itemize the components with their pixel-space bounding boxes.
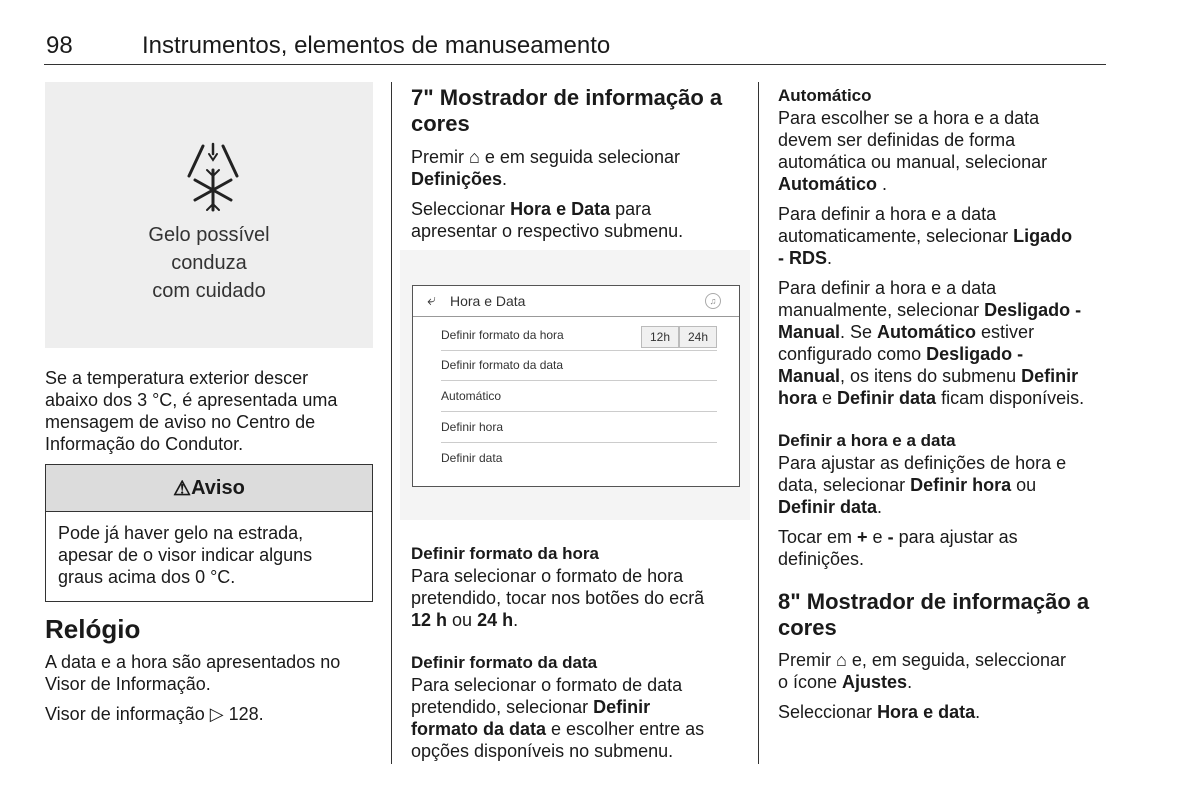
text: Ajustes xyxy=(842,672,908,692)
text: . xyxy=(502,169,508,189)
text: Tocar em xyxy=(778,527,858,547)
text-line xyxy=(778,649,1066,671)
text-line xyxy=(411,168,683,190)
warning-box xyxy=(45,464,373,602)
heading-line: 8" Mostrador de informação a xyxy=(778,589,1090,614)
text: e xyxy=(817,388,838,408)
text-line xyxy=(411,146,683,168)
text: ou xyxy=(447,610,478,630)
text: + xyxy=(857,527,868,547)
text: . xyxy=(975,702,981,722)
heading-7inch xyxy=(411,85,722,137)
text: ficam disponíveis. xyxy=(936,388,1085,408)
text-line: Para selecionar o formato de hora xyxy=(411,566,684,586)
text: e xyxy=(867,527,888,547)
text: e escolher entre as xyxy=(546,719,705,739)
text-line: Para definir a hora e a data xyxy=(778,204,997,224)
text: . xyxy=(513,610,519,630)
text: data, selecionar xyxy=(778,475,911,495)
text: Definir data xyxy=(837,388,937,408)
subheading: Definir a hora e a data xyxy=(778,431,956,450)
text-line xyxy=(778,225,1084,247)
ice-warning-image xyxy=(45,82,373,348)
text-line: apesar de o visor indicar alguns xyxy=(58,545,313,565)
section-set-time-date xyxy=(778,430,1066,570)
text-line xyxy=(778,173,1084,195)
text-line xyxy=(778,671,1066,693)
text: 12 h xyxy=(411,610,448,630)
text-line: devem ser definidas de forma xyxy=(778,130,1016,150)
heading-line: cores xyxy=(778,615,837,640)
text: . xyxy=(827,248,833,268)
cross-reference xyxy=(45,703,340,725)
screen-title: Hora e Data xyxy=(449,293,526,309)
text-line xyxy=(411,198,683,220)
text: Desligado - xyxy=(984,300,1082,320)
warning-triangle-icon: ⚠ xyxy=(173,477,192,500)
middle-intro xyxy=(411,146,683,242)
subheading: Automático xyxy=(778,86,872,105)
clock-paragraph xyxy=(45,651,340,725)
back-arrow-icon[interactable]: ⤶ xyxy=(427,292,436,309)
text: - RDS xyxy=(778,248,827,268)
text: Manual xyxy=(778,366,841,386)
screen-row-set-date[interactable]: Definir data xyxy=(441,451,503,465)
ice-msg-line3: com cuidado xyxy=(152,280,266,302)
text: Automático xyxy=(877,322,977,342)
text-line: Informação do Condutor. xyxy=(45,434,244,454)
screen-title-bar xyxy=(413,286,739,317)
screen-row-time-format[interactable] xyxy=(441,320,717,351)
home-icon: ⌂ xyxy=(469,147,480,167)
section-time-format xyxy=(411,543,704,631)
text-line: mensagem de aviso no Centro de xyxy=(45,412,316,432)
text-line xyxy=(778,526,1066,548)
text: Premir xyxy=(411,147,469,167)
subheading: Definir formato da hora xyxy=(411,544,599,563)
section-title-clock: Relógio xyxy=(45,614,141,644)
text: Seleccionar xyxy=(411,199,511,219)
text-line xyxy=(778,247,1084,269)
text-line xyxy=(778,343,1084,365)
ref-text: Visor de informação xyxy=(45,704,205,724)
ice-warning-icon xyxy=(181,140,245,214)
text-line xyxy=(778,387,1084,409)
warning-body xyxy=(46,512,372,598)
text-line xyxy=(411,718,704,740)
screen-row-auto[interactable]: Automático xyxy=(441,381,717,412)
text-line: abaixo dos 3 °C, é apresentada uma xyxy=(45,390,338,410)
ice-msg-line2: conduza xyxy=(171,252,247,274)
text: pretendido, selecionar xyxy=(411,697,594,717)
text: hora xyxy=(778,388,818,408)
screen-row-set-time[interactable]: Definir hora xyxy=(441,412,717,443)
text: . xyxy=(877,497,883,517)
screen-row-date-format[interactable]: Definir formato da data xyxy=(441,350,717,381)
text: . xyxy=(907,672,913,692)
warning-header xyxy=(46,465,372,512)
text-line xyxy=(778,496,1066,518)
text-line: pretendido, tocar nos botões do ecrã xyxy=(411,588,705,608)
text-line: A data e a hora são apresentados no xyxy=(45,652,341,672)
text: Definir xyxy=(593,697,651,717)
column-divider-left xyxy=(391,82,392,764)
heading-line: cores xyxy=(411,111,470,136)
text: , os itens do submenu xyxy=(840,366,1022,386)
text: Automático xyxy=(778,174,877,194)
text: Hora e data xyxy=(877,702,976,722)
text-line: Para ajustar as definições de hora e xyxy=(778,453,1067,473)
text: Ligado xyxy=(1013,226,1073,246)
text: Definir data xyxy=(778,497,878,517)
text-line: apresentar o respectivo submenu. xyxy=(411,221,684,241)
text: formato da data xyxy=(411,719,547,739)
text: automaticamente, selecionar xyxy=(778,226,1014,246)
warning-title: Aviso xyxy=(191,476,245,499)
text: e em seguida selecionar xyxy=(479,147,680,167)
text: Hora e Data xyxy=(510,199,611,219)
section-date-format xyxy=(411,652,704,762)
section-automatic xyxy=(778,85,1084,409)
text-line: definições. xyxy=(778,549,865,569)
text-line: Para definir a hora e a data xyxy=(778,278,997,298)
text-line xyxy=(411,609,704,631)
ice-msg-line1: Gelo possível xyxy=(148,224,270,246)
text: Manual xyxy=(778,322,841,342)
intro-paragraph xyxy=(45,367,337,455)
text: para ajustar as xyxy=(893,527,1018,547)
option-24h-button[interactable]: 24h xyxy=(679,326,717,348)
text: Definir xyxy=(1021,366,1079,386)
section-8inch-body xyxy=(778,649,1066,723)
text: o ícone xyxy=(778,672,843,692)
header-rule xyxy=(44,64,1106,65)
arrow-ref-icon: ▷ xyxy=(209,704,224,724)
text-line xyxy=(778,474,1066,496)
text: Definições xyxy=(411,169,503,189)
text: Premir xyxy=(778,650,836,670)
text: Seleccionar xyxy=(778,702,878,722)
text: Definir hora xyxy=(910,475,1012,495)
page-header-title: Instrumentos, elementos de manuseamento xyxy=(142,32,611,59)
text: ou xyxy=(1011,475,1037,495)
text: 24 h xyxy=(477,610,514,630)
page-number: 98 xyxy=(46,32,73,59)
text: manualmente, selecionar xyxy=(778,300,985,320)
text-line: Para selecionar o formato de data xyxy=(411,675,683,695)
text-line: Visor de Informação. xyxy=(45,674,211,694)
subheading: Definir formato da data xyxy=(411,653,598,672)
music-note-icon[interactable]: ♫ xyxy=(705,293,721,309)
screen-mockup xyxy=(412,285,740,487)
text-line xyxy=(778,321,1084,343)
text-line xyxy=(778,701,1066,723)
text: . Se xyxy=(840,322,878,342)
ref-page: 128. xyxy=(228,704,264,724)
text: - xyxy=(887,527,894,547)
text: estiver xyxy=(976,322,1035,342)
heading-8inch xyxy=(778,589,1089,641)
text-line: graus acima dos 0 °C. xyxy=(58,567,236,587)
heading-line: 7" Mostrador de informação a xyxy=(411,85,723,110)
option-12h-button[interactable]: 12h xyxy=(641,326,679,348)
text: configurado como xyxy=(778,344,927,364)
column-divider-right xyxy=(758,82,759,764)
text-line xyxy=(778,299,1084,321)
text: Desligado - xyxy=(926,344,1024,364)
row-label: Definir formato da hora xyxy=(441,328,564,342)
text: para xyxy=(610,199,652,219)
text-line: automática ou manual, selecionar xyxy=(778,152,1048,172)
text-line: Pode já haver gelo na estrada, xyxy=(58,523,304,543)
text-line: Para escolher se a hora e a data xyxy=(778,108,1040,128)
text: e, em seguida, seleccionar xyxy=(846,650,1066,670)
text-line: Se a temperatura exterior descer xyxy=(45,368,309,388)
text-line: opções disponíveis no submenu. xyxy=(411,741,674,761)
text-line xyxy=(411,696,704,718)
text: . xyxy=(877,174,888,194)
home-icon: ⌂ xyxy=(836,650,847,670)
text-line xyxy=(778,365,1084,387)
